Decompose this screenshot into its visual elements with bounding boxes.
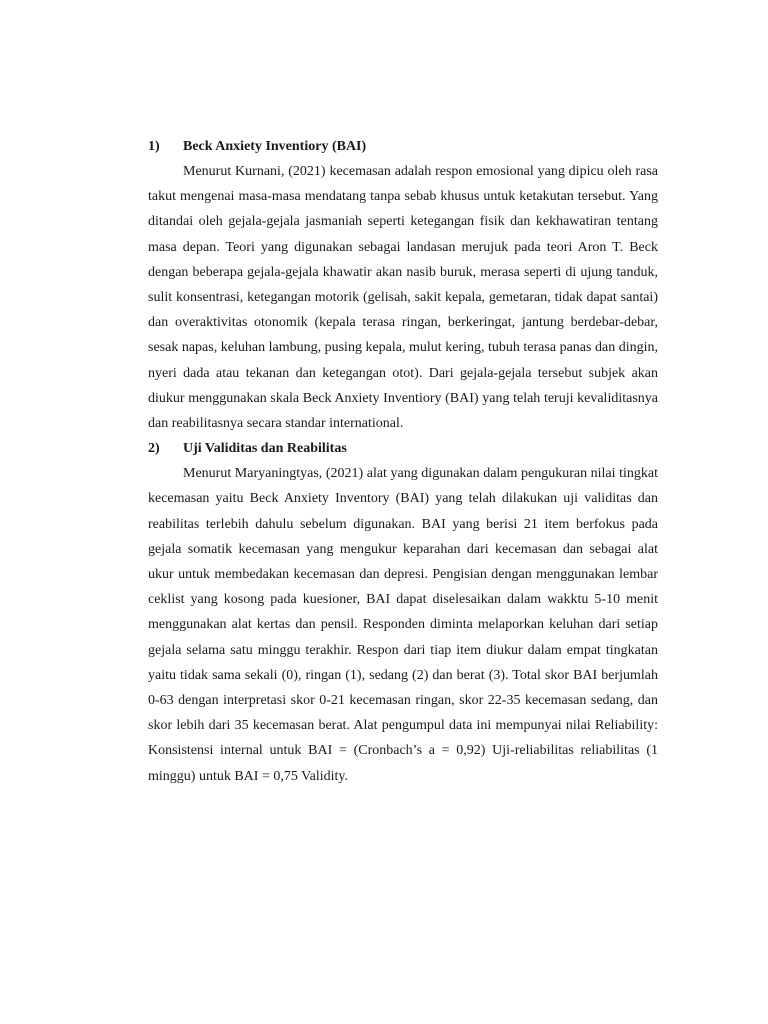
section-number: 1) — [148, 139, 160, 154]
document-page — [148, 134, 658, 789]
section-number: 2) — [148, 441, 160, 457]
section-heading-validity — [148, 436, 658, 461]
section-paragraph-bai: Menurut Kurnani, (2021) kecemasan adalah respon emosional yang dipicu oleh rasa takut mengenai masa-masa mendatang tanpa sebab khusus untuk ketakutan tersebut. Yang ditandai oleh gejala-gejala jasmaniah seperti ketegangan fisik dan kekhawatiran tentang masa depan. Teori yang digunakan sebagai landasan merujuk pada teori Aron T. Beck dengan beberapa gejala-gejala khawatir akan nasib buruk, merasa seperti di ujung tanduk, sulit konsentrasi, ketegangan motorik (gelisah, sakit kepala, gemetaran, tidak dapat santai) dan overaktivitas otonomik (kepala terasa ringan, berkeringat, jantung berdebar-debar, sesak napas, keluhan lambung, pusing kepala, mulut kering, tubuh terasa panas dan dingin, nyeri dada atau tekanan dan ketegangan otot). Dari gejala-gejala tersebut subjek akan diukur menggunakan skala Beck Anxiety Inventiory (BAI) yang telah teruji kevaliditasnya dan reabilitasnya secara standar international. — [148, 164, 658, 432]
section-title: Uji Validitas dan Reabilitas — [183, 441, 347, 457]
section-title: Beck Anxiety Inventiory (BAI) — [183, 139, 367, 154]
section-paragraph-validity: Menurut Maryaningtyas, (2021) alat yang digunakan dalam pengukuran nilai tingkat kecemasan yaitu Beck Anxiety Inventory (BAI) yang telah dilakukan uji validitas dan reabilitas terlebih dahulu sebelum digunakan. BAI yang berisi 21 item berfokus pada gejala somatik kecemasan yang mengukur keparahan dari kecemasan dan sebagai alat ukur untuk membedakan kecemasan dan depresi. Pengisian dengan menggunakan lembar ceklist yang kosong pada kuesioner, BAI dapat diselesaikan dalam wakktu 5-10 menit menggunakan alat kertas dan pensil. Responden diminta melaporkan keluhan dari setiap gejala selama satu minggu terakhir. Respon dari tiap item diukur dalam empat tingkatan yaitu tidak sama sekali (0), ringan (1), sedang (2) dan berat (3). Total skor BAI berjumlah 0-63 dengan interpretasi skor 0-21 kecemasan ringan, skor 22-35 kecemasan sedang, dan skor lebih dari 35 kecemasan berat. Alat pengumpul data ini mempunyai nilai Reliability: Konsistensi internal untuk BAI = (Cronbach’s a = 0,92) Uji-reliabilitas reliabilitas (1 minggu) untuk BAI = 0,75 Validity. — [148, 466, 658, 784]
section-heading-bai — [148, 134, 658, 159]
